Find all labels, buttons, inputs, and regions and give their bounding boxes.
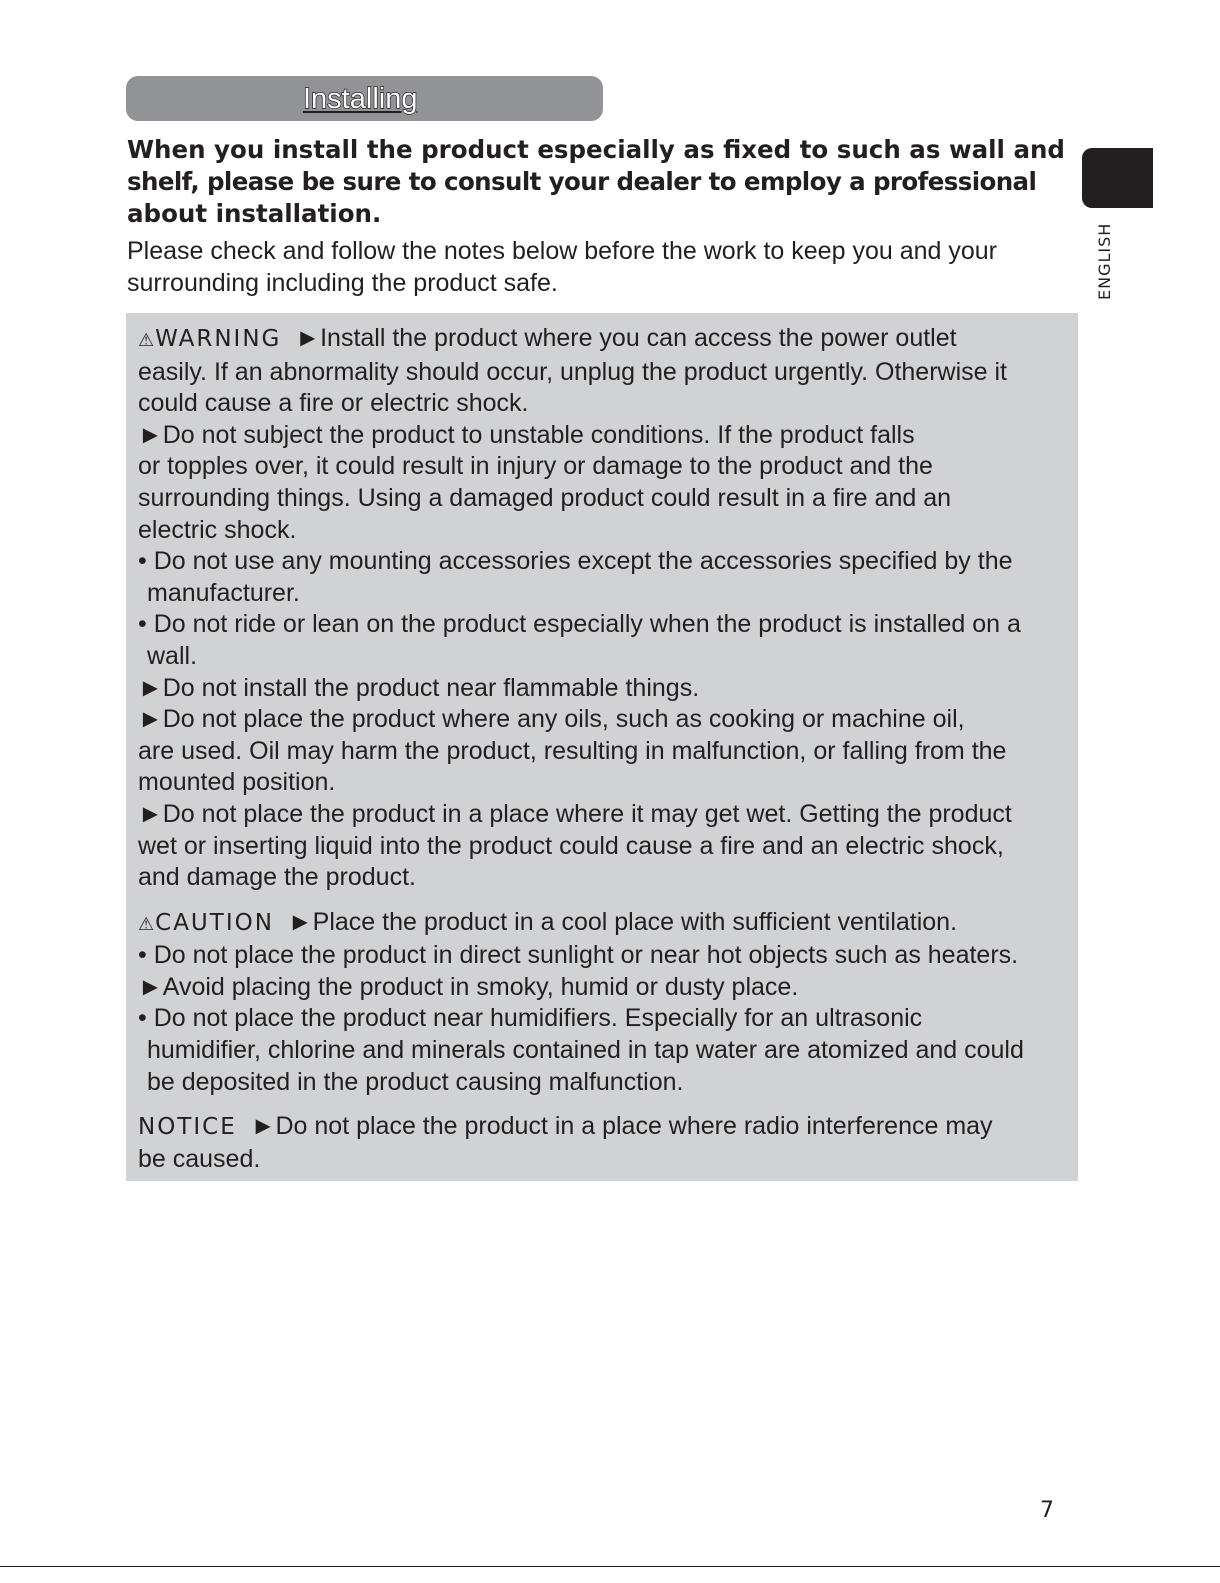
caution-line: • Do not place the product near humidifiers. Especially for an ultrasonic [138, 1004, 923, 1033]
page-number: 7 [1040, 1498, 1054, 1523]
warning-line: • Do not use any mounting accessories except the accessories specified by the [138, 547, 1013, 576]
intro-bold-paragraph [127, 134, 1087, 230]
warning-first-line: Install the product where you can access the power outlet [320, 324, 957, 352]
notice-line: be caused. [138, 1144, 261, 1173]
arrow-icon: ► [295, 324, 321, 352]
language-label: ENGLISH [1095, 222, 1114, 300]
language-tab [1082, 148, 1153, 208]
caution-line: humidifier, chlorine and minerals contained in tap water are atomized and could [147, 1036, 1024, 1065]
warning-line: • Do not ride or lean on the product especially when the product is installed on a [138, 610, 1021, 639]
caution-triangle-icon: ⚠ [138, 913, 155, 935]
intro-line: Please check and follow the notes below before the work to keep you and your [127, 237, 997, 265]
arrow-icon: ► [250, 1112, 276, 1141]
warning-line: ►Do not place the product in a place where it may get wet. Getting the product [138, 799, 1012, 828]
caution-line: • Do not place the product in direct sunlight or near hot objects such as heaters. [138, 941, 1019, 970]
warning-line: could cause a fire or electric shock. [138, 389, 529, 418]
warning-line: or topples over, it could result in injury or damage to the product and the [138, 452, 933, 481]
caution-heading-line [138, 907, 1073, 941]
intro-paragraph [127, 235, 1077, 299]
warning-line: ►Do not place the product where any oils, such as cooking or machine oil, [138, 705, 965, 734]
warning-line: ►Do not subject the product to unstable conditions. If the product falls [138, 420, 915, 449]
bottom-divider [0, 1566, 1220, 1567]
warning-triangle-icon: ⚠ [138, 330, 155, 351]
caution-line: ►Avoid placing the product in smoky, humid or dusty place. [138, 972, 799, 1001]
arrow-icon: ► [287, 907, 313, 936]
warning-line: and damage the product. [138, 863, 416, 892]
safety-notice-content [138, 323, 1073, 1175]
warning-label: ⚠WARNING [138, 326, 282, 352]
notice-label: NOTICE [138, 1114, 237, 1141]
intro-line: surrounding including the product safe. [127, 269, 558, 297]
warning-line: mounted position. [138, 768, 336, 797]
warning-line: wet or inserting liquid into the product could cause a fire and an electric shock, [138, 831, 1004, 860]
caution-label: ⚠CAUTION [138, 909, 274, 936]
warning-line: electric shock. [138, 515, 297, 544]
intro-bold-line: When you install the product especially as fixed to such as wall and [127, 135, 1065, 164]
warning-line: wall. [147, 641, 198, 670]
warning-line: ►Do not install the product near flammable things. [138, 673, 700, 702]
caution-first-line: Place the product in a cool place with sufficient ventilation. [312, 907, 958, 936]
notice-heading-line [138, 1111, 1073, 1144]
intro-bold-line: about installation. [127, 199, 382, 228]
caution-line: be deposited in the product causing malfunction. [147, 1067, 684, 1096]
intro-bold-line: shelf, please be sure to consult your dealer to employ a professional [127, 167, 1037, 196]
warning-line: are used. Oil may harm the product, resulting in malfunction, or falling from the [138, 736, 1007, 765]
warning-heading-line [138, 323, 1073, 357]
section-title: Installing [303, 83, 418, 115]
warning-line: manufacturer. [147, 578, 300, 607]
warning-line: surrounding things. Using a damaged product could result in a fire and an [138, 483, 952, 512]
notice-first-line: Do not place the product in a place where radio interference may [275, 1112, 993, 1141]
warning-line: easily. If an abnormality should occur, unplug the product urgently. Otherwise it [138, 357, 1007, 386]
